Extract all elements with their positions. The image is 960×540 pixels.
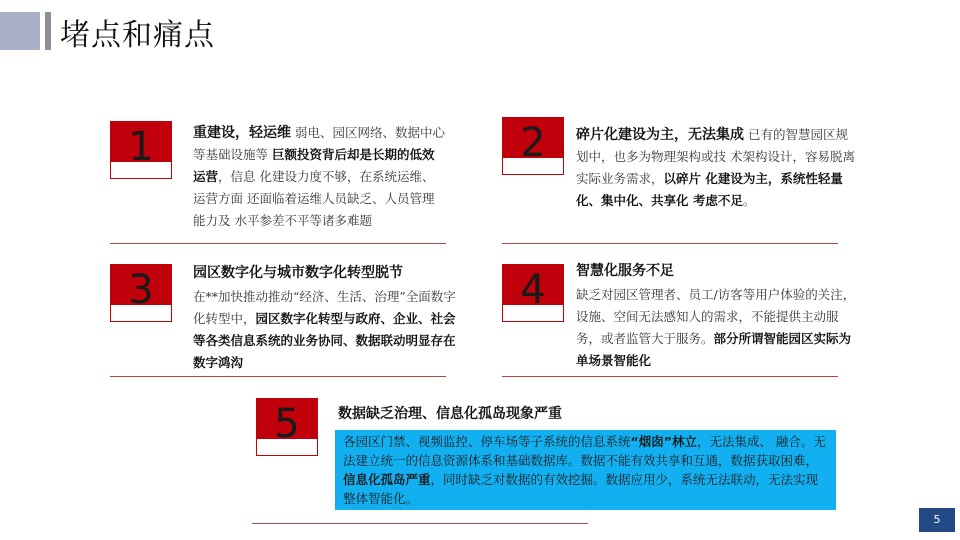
number-badge-1 [110,121,172,179]
item-5-emphasis-2: 信息化孤岛严重 [343,472,431,487]
number-badge-2 [502,117,564,175]
item-3-text [193,262,461,374]
badge-number: 2 [520,120,546,166]
item-2-emphasis: 以碎片 化建设为主，系统性轻量化、集中化、共享化 考虑不足 [576,171,843,208]
number-badge-4 [502,264,564,322]
title-accent-tick [45,12,51,50]
item-4-heading: 智慧化服务不足 [576,263,674,279]
item-1-text [193,122,445,240]
badge-number: 1 [128,124,154,170]
item-2-divider [502,243,838,244]
badge-number: 3 [128,267,154,313]
badge-number: 5 [274,401,300,447]
item-3-body: 在**加快推动推动“经济、生活、治理”全面数字化转型中， [193,289,456,326]
item-3-divider [110,376,446,377]
item-5-heading: 数据缺乏治理、信息化孤岛现象严重 [338,406,562,422]
item-5-emphasis: “烟囱”林立 [630,434,697,449]
item-5-divider [252,523,588,524]
item-1-body-2: ，信息 化建设力度不够，在系统运维、运营方面 还面临着运维人员缺乏、人员管理能力及 水平参差不平等诸多难题 [193,169,435,228]
item-1-emphasis: 巨额投资背后却是长期的低效运营 [193,147,435,184]
item-5-body: 各园区门禁、视频监控、停车场等子系统的信息系统 [343,434,631,449]
item-2-text [576,124,858,212]
item-2-body-2: 。 [742,193,756,208]
item-1-body: 弱电、园区网络、数据中心等基础设施等 [193,125,445,162]
item-4-body: 缺乏对园区管理者、员工/访客等用户体验的关注，设施、空间无法感知人的需求，不能提供主动服务，或者监管大于服务。 [576,287,856,346]
number-badge-3 [110,264,172,322]
number-badge-5 [256,398,318,456]
item-1-heading: 重建设，轻运维 [193,125,291,141]
item-1-divider [110,243,446,244]
item-2-heading: 碎片化建设为主，无法集成 [576,127,744,143]
item-4-text [576,260,858,372]
item-2-body: 已有的智慧园区规划中，也多为物理架构或技 术架构设计，容易脱离实际业务需求， [576,127,855,186]
item-3-emphasis: 园区数字化转型与政府、企业、社会等各类信息系统的业务协同、数据联动明显存在数字鸿沟 [193,311,456,370]
title-accent-bar [0,12,40,50]
badge-number: 4 [520,267,546,313]
item-3-heading: 园区数字化与城市数字化转型脱节 [193,265,403,281]
item-4-emphasis: 部分所谓智能园区实际为单场景智能化 [576,331,852,368]
item-4-divider [502,376,838,377]
page-title: 堵点和痛点 [60,18,215,53]
item-5-highlight-box [335,430,836,510]
item-5-body-2: ，无法集成、 融合。无法建立统一的信息资源体系和基础数据库。数据不能有效共享和互通，数据获取困难， [343,434,826,468]
item-5-body-3: ，同时缺乏对数据的有效挖掘。数据应用少，系统无法联动，无法实现整体智能化。 [343,472,819,506]
page-number: 5 [919,508,955,532]
